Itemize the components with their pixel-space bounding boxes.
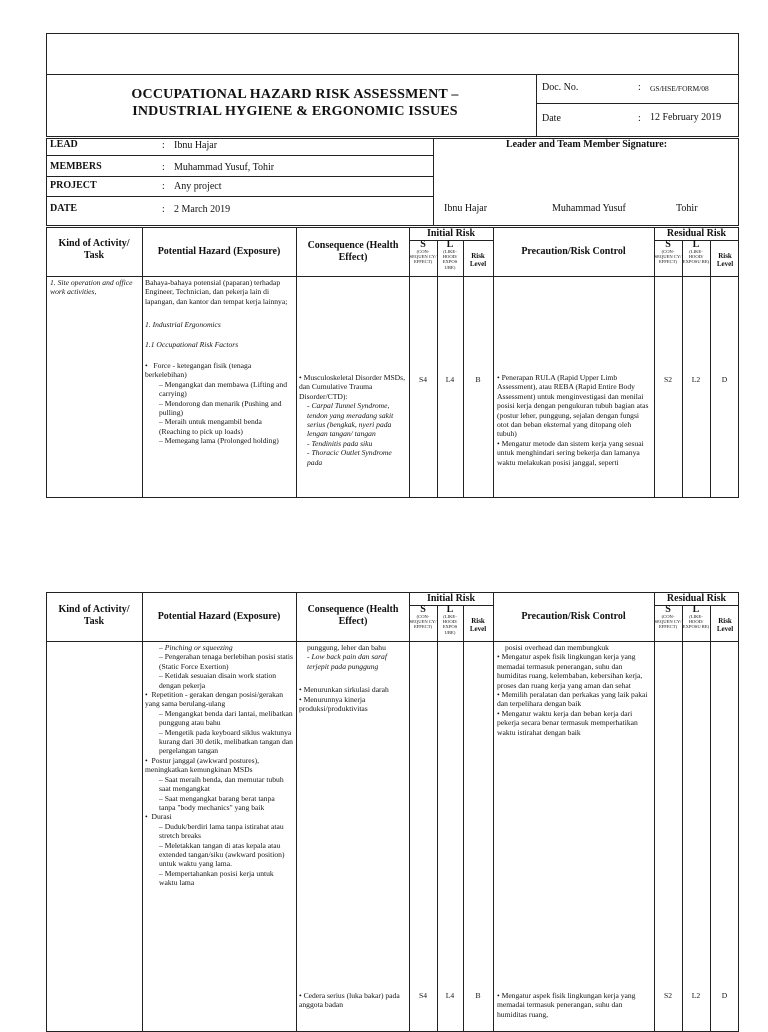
col-s-1 bbox=[409, 240, 437, 265]
hazard2-line-13: – Mempertahankan posisi kerja untuk waktu lama bbox=[159, 868, 274, 888]
col-res-s-1 bbox=[654, 240, 682, 265]
consequence-sub-3: - Thoracic Outlet Syndrome pada bbox=[307, 448, 392, 467]
res-l-letter-2: L bbox=[692, 604, 700, 615]
consequence-sub-2-text: Tendinitis pada siku bbox=[311, 438, 373, 448]
col-s-2 bbox=[409, 605, 437, 630]
col-consequence-1: Consequence (Health Effect) bbox=[307, 240, 399, 263]
s-sub: (CON-SEQUEN CY/ EFFECT) bbox=[409, 249, 437, 265]
col-activity-2: Kind of Activity/ Task bbox=[58, 604, 130, 627]
residual-s-1: S2 bbox=[663, 375, 673, 384]
residual-l-2: L2 bbox=[691, 991, 701, 1000]
hazard-sub-2: – Mendorong dan menarik (Pushing and pulling) bbox=[159, 398, 282, 418]
document-header-box bbox=[46, 33, 739, 137]
res-s-letter-2: S bbox=[665, 604, 671, 615]
hazard-force-text: Force - ketegangan fisik (tenaga berkelebihan) bbox=[145, 361, 252, 380]
initial-risk-2: B bbox=[475, 991, 481, 1000]
info-date-value: 2 March 2019 bbox=[174, 204, 231, 215]
consequence2-line-4-text: Menurunnya kinerja produksi/produktivitas bbox=[299, 694, 368, 714]
consequence2-lower-text: Cedera serius (luka bakar) pada anggota badan bbox=[299, 991, 400, 1010]
sign-name-3: Tohir bbox=[676, 203, 698, 214]
sign-name-1: Ibnu Hajar bbox=[444, 203, 488, 214]
hazard2-line-6: – Mengetik pada keyboard siklus waktunya kurang dari 30 detik, melibatkan tangan dan pergelangan tangan bbox=[159, 727, 293, 756]
hazard2-line-10: • Durasi bbox=[145, 812, 172, 822]
col-precaution-1: Precaution/Risk Control bbox=[521, 246, 626, 257]
col-residual-risk-2: Residual Risk bbox=[666, 593, 727, 604]
lead-label: LEAD bbox=[50, 139, 78, 150]
doc-no-colon: : bbox=[638, 82, 641, 93]
initial-s-1: S4 bbox=[418, 375, 428, 384]
hazard-heading-ergonomics: 1. Industrial Ergonomics bbox=[145, 320, 221, 330]
doc-no-label: Doc. No. bbox=[542, 82, 579, 93]
consequence2-line-3: • Menurunkan sirkulasi darah bbox=[299, 685, 389, 695]
hazard2-line-4: • Repetition - gerakan dengan posisi/gerakan yang sama berulang-ulang bbox=[145, 690, 284, 709]
lead-value: Ibnu Hajar bbox=[174, 140, 218, 151]
initial-s-2: S4 bbox=[418, 991, 428, 1000]
col-res-risk-level-1: Risk Level bbox=[716, 252, 734, 268]
consequence-cell-1 bbox=[299, 373, 407, 467]
residual-risk-1: D bbox=[721, 375, 728, 384]
hazard2-line-12: – Meletakkan tangan di atas kepala atau extended tangan/siku (awkward position) untuk waktu yang lama. bbox=[159, 840, 285, 869]
title-line-1: OCCUPATIONAL HAZARD RISK ASSESSMENT – bbox=[131, 87, 459, 102]
hazard2-line-10-text: Durasi bbox=[151, 812, 172, 822]
precaution-2-text: Mengatur metode dan sistem kerja yang sesuai untuk menghindari sering bekerja dan lamanya waktu melakukan posisi janggal, seperti bbox=[497, 438, 644, 467]
l-letter-2: L bbox=[446, 604, 454, 615]
l-letter: L bbox=[446, 239, 454, 250]
consequence-main-text: Musculoskeletal Disorder MSDs, dan Cumulative Trauma Disorder/CTD): bbox=[299, 373, 406, 401]
hazard2-line-2: – Pengerahan tenaga berlebihan posisi statis (Static Force Exertion) bbox=[159, 652, 293, 671]
col-res-l-1 bbox=[682, 240, 710, 265]
initial-risk-1: B bbox=[475, 375, 481, 384]
sign-name-2: Muhammad Yusuf bbox=[552, 203, 626, 214]
precaution2-line-1: posisi overhead dan membungkuk bbox=[505, 643, 609, 652]
col-l-1 bbox=[437, 240, 463, 270]
col-consequence-2: Consequence (Health Effect) bbox=[307, 604, 399, 627]
consequence2-line-2: - Low back pain dan saraf terjepit pada punggung bbox=[307, 652, 387, 671]
hazard2-line-12-text: Meletakkan tangan di atas kepala atau extended tangan/siku (awkward position) untuk waktu yang lama. bbox=[159, 840, 285, 869]
hazard-cell-1 bbox=[145, 278, 293, 446]
col-initial-risk-1: Initial Risk bbox=[426, 228, 476, 239]
info-date-colon: : bbox=[162, 204, 165, 215]
hazard2-line-9-text: Saat mengangkat barang berat tanpa tanpa "body mechanics" yang baik bbox=[159, 793, 275, 812]
res-l-sub: (LIKE-HOOD/ EXPOSU RE) bbox=[682, 249, 710, 265]
res-s-sub: (CON-SEQUEN CY/ EFFECT) bbox=[654, 249, 682, 265]
precaution-cell-1 bbox=[497, 373, 651, 467]
consequence2-line-1: punggung, leher dan bahu bbox=[307, 643, 386, 652]
residual-risk-2: D bbox=[721, 991, 728, 1000]
consequence-sub-3-text: Thoracic Outlet Syndrome pada bbox=[307, 448, 392, 467]
s-letter-2: S bbox=[420, 604, 426, 615]
initial-l-1: L4 bbox=[445, 375, 455, 384]
hazard-heading-risk-factors: 1.1 Occupational Risk Factors bbox=[145, 339, 239, 349]
hazard2-line-3-text: Ketidak sesuaian disain work station dengan pekerja bbox=[159, 671, 277, 690]
project-value: Any project bbox=[174, 181, 222, 192]
precaution-2: • Mengatur metode dan sistem kerja yang sesuai untuk menghindari sering bekerja dan lamanya waktu melakukan posisi janggal, seperti bbox=[497, 438, 644, 467]
residual-s-2: S2 bbox=[663, 991, 673, 1000]
hazard-intro: Bahaya-bahaya potensial (paparan) terhadap Engineer, Technician, dan pekerja lain di lapangan, dan kantor dan tempat kerja lainnya; bbox=[145, 278, 288, 306]
info-block bbox=[46, 138, 739, 226]
members-value: Muhammad Yusuf, Tohir bbox=[174, 162, 275, 173]
consequence-cell-2-lower: • Cedera serius (luka bakar) pada anggota badan bbox=[299, 991, 400, 1010]
doc-no-value: GS/HSE/FORM/08 bbox=[650, 84, 709, 93]
res-l-letter: L bbox=[692, 239, 700, 250]
hazard-sub-1: – Mengangkat dan membawa (Lifting and carrying) bbox=[159, 379, 288, 399]
lead-colon: : bbox=[162, 140, 165, 151]
consequence-sub-2: - Tendinitis pada siku bbox=[307, 438, 373, 448]
consequence2-line-4: • Menurunnya kinerja produksi/produktivitas bbox=[299, 694, 368, 714]
col-initial-risk-2: Initial Risk bbox=[426, 593, 476, 604]
hazard2-line-1-text: Pinching or squeezing bbox=[164, 643, 233, 652]
precaution2-line-3: • Memilih peralatan dan perkakas yang laik pakai dan terpelihara dengan baik bbox=[497, 690, 648, 709]
precaution2-line-4-text: Mengatur waktu kerja dan beban kerja dari pekerja secara benar termasuk memperhatikan waktu istirahat dengan baik bbox=[497, 708, 638, 737]
consequence2-line-2-text: Low back pain dan saraf terjepit pada punggung bbox=[307, 652, 387, 671]
precaution2-line-3-text: Memilih peralatan dan perkakas yang laik pakai dan terpelihara dengan baik bbox=[497, 690, 648, 709]
project-label: PROJECT bbox=[50, 180, 97, 191]
precaution-cell-2 bbox=[497, 643, 651, 737]
hazard2-line-7-text: Postur janggal (awkward postures), meningkatkan kemungkinan MSDs bbox=[145, 755, 260, 775]
hazard2-line-11-text: Duduk/berdiri lama tanpa istirahat atau stretch breaks bbox=[159, 821, 284, 841]
consequence-cell-2 bbox=[299, 643, 407, 713]
header-date-label: Date bbox=[542, 113, 561, 124]
l-sub-2: (LIKE-HOOD/ EXPOS URE) bbox=[442, 614, 458, 635]
precaution-1: • Penerapan RULA (Rapid Upper Limb Assessment), atau REBA (Rapid Entire Body Assessment) untuk menginvestigasi dan menilai posisi kerja dengan pengukuran tubuh bagian atas (postur leher, punggung, sejalan dengan fungsi otot dan beban eksternal yang ditopang oleh tubuh) bbox=[497, 373, 649, 439]
hazard-cell-2 bbox=[145, 643, 293, 888]
hazard2-line-5-text: Mengangkat benda dari lantai, melibatkan punggung atau bahu bbox=[159, 708, 293, 728]
hazard2-line-5: – Mengangkat benda dari lantai, melibatkan punggung atau bahu bbox=[159, 708, 293, 728]
signature-label: Leader and Team Member Signature: bbox=[505, 139, 668, 150]
col-res-risk-level-2: Risk Level bbox=[716, 617, 734, 633]
consequence-sub-1-text: Carpal Tunnel Syndrome, tendon yang meradang sakit serius (bengkak, nyeri pada lengan tangan/ tangan bbox=[307, 401, 394, 439]
hazard-sub-3-text: Meraih untuk mengambil benda (Reaching to pick up loads) bbox=[159, 417, 262, 436]
col-risk-level-1: Risk Level bbox=[469, 252, 487, 268]
s-letter: S bbox=[420, 239, 426, 250]
document-title bbox=[60, 86, 530, 120]
hazard2-line-3: – Ketidak sesuaian disain work station dengan pekerja bbox=[159, 671, 277, 690]
col-precaution-2: Precaution/Risk Control bbox=[521, 611, 626, 622]
res-l-sub-2: (LIKE-HOOD/ EXPOSU RE) bbox=[682, 614, 710, 630]
consequence-main: • Musculoskeletal Disorder MSDs, dan Cumulative Trauma Disorder/CTD): bbox=[299, 373, 406, 401]
hazard-sub-4-text: Memegang lama (Prolonged holding) bbox=[164, 436, 279, 446]
col-risk-level-2: Risk Level bbox=[469, 617, 487, 633]
col-hazard-2: Potential Hazard (Exposure) bbox=[157, 611, 281, 622]
hazard2-line-8-text: Saat meraih benda, dan memutar tubuh saat mengangkat bbox=[159, 774, 284, 794]
l-sub: (LIKE-HOOD/ EXPOS URE) bbox=[442, 249, 458, 270]
col-l-2 bbox=[437, 605, 463, 635]
precaution-cell-2-lower: • Mengatur aspek fisik lingkungan kerja yang memadai termasuk penerangan, suhu dan humiditas ruang, bbox=[497, 991, 636, 1019]
header-date-colon: : bbox=[638, 113, 641, 124]
hazard-force: • Force - ketegangan fisik (tenaga berkelebihan) bbox=[145, 361, 252, 380]
precaution-1-text: Penerapan RULA (Rapid Upper Limb Assessment), atau REBA (Rapid Entire Body Assessment) untuk menginvestigasi dan menilai posisi kerja dengan pengukuran tubuh bagian atas (postur leher, punggung, sejalan dengan fungsi otot dan beban eksternal yang ditopang oleh tubuh) bbox=[497, 373, 649, 439]
precaution2-line-4: • Mengatur waktu kerja dan beban kerja dari pekerja secara benar termasuk memperhatikan waktu istirahat dengan baik bbox=[497, 708, 638, 737]
col-res-s-2 bbox=[654, 605, 682, 630]
col-res-l-2 bbox=[682, 605, 710, 630]
res-s-letter: S bbox=[665, 239, 671, 250]
hazard-sub-4: – Memegang lama (Prolonged holding) bbox=[159, 436, 279, 446]
hazard2-line-1: – Pinching or squeezing bbox=[159, 643, 233, 652]
col-activity-1: Kind of Activity/ Task bbox=[58, 238, 130, 261]
hazard-sub-2-text: Mendorong dan menarik (Pushing and pulling) bbox=[159, 398, 282, 418]
residual-l-1: L2 bbox=[691, 375, 701, 384]
hazard-sub-3: – Meraih untuk mengambil benda (Reaching to pick up loads) bbox=[159, 417, 262, 436]
hazard2-line-4-text: Repetition - gerakan dengan posisi/gerakan yang sama berulang-ulang bbox=[145, 690, 284, 709]
hazard2-line-6-text: Mengetik pada keyboard siklus waktunya kurang dari 30 detik, melibatkan tangan dan pergelangan tangan bbox=[159, 727, 293, 756]
title-line-2: INDUSTRIAL HYGIENE & ERGONOMIC ISSUES bbox=[132, 104, 458, 119]
info-date-label: DATE bbox=[50, 203, 78, 214]
project-colon: : bbox=[162, 181, 165, 192]
res-s-sub-2: (CON-SEQUEN CY/ EFFECT) bbox=[654, 614, 682, 630]
hazard2-line-7: • Postur janggal (awkward postures), meningkatkan kemungkinan MSDs bbox=[145, 755, 260, 775]
precaution2-lower-text: Mengatur aspek fisik lingkungan kerja yang memadai termasuk penerangan, suhu dan humiditas ruang, bbox=[497, 991, 636, 1019]
hazard2-line-8: – Saat meraih benda, dan memutar tubuh saat mengangkat bbox=[159, 774, 284, 794]
consequence2-line-3-text: Menurunkan sirkulasi darah bbox=[303, 685, 389, 695]
members-colon: : bbox=[162, 162, 165, 173]
hazard-sub-1-text: Mengangkat dan membawa (Lifting and carrying) bbox=[159, 379, 288, 399]
header-date-value: 12 February 2019 bbox=[650, 112, 722, 123]
hazard2-line-11: – Duduk/berdiri lama tanpa istirahat atau stretch breaks bbox=[159, 821, 284, 841]
consequence-sub-1: - Carpal Tunnel Syndrome, tendon yang meradang sakit serius (bengkak, nyeri pada lengan tangan/ tangan bbox=[307, 401, 394, 439]
precaution2-line-2: • Mengatur aspek fisik lingkungan kerja yang memadai termasuk penerangan, suhu dan humiditas ruang, kelembaban, kebersihan kerja, proses dan ruang kerja yang aman dan sehat bbox=[497, 652, 643, 690]
hazard2-line-9: – Saat mengangkat barang berat tanpa tanpa "body mechanics" yang baik bbox=[159, 793, 275, 812]
activity-cell: 1. Site operation and office work activities, bbox=[50, 278, 133, 297]
s-sub-2: (CON-SEQUEN CY/ EFFECT) bbox=[409, 614, 437, 630]
hazard2-line-2-text: Pengerahan tenaga berlebihan posisi statis (Static Force Exertion) bbox=[159, 652, 293, 671]
precaution2-line-2-text: Mengatur aspek fisik lingkungan kerja yang memadai termasuk penerangan, suhu dan humiditas ruang, kelembaban, kebersihan kerja, proses dan ruang kerja yang aman dan sehat bbox=[497, 652, 643, 690]
members-label: MEMBERS bbox=[50, 161, 102, 172]
initial-l-2: L4 bbox=[445, 991, 455, 1000]
hazard2-line-13-text: Mempertahankan posisi kerja untuk waktu lama bbox=[159, 868, 274, 888]
col-hazard-1: Potential Hazard (Exposure) bbox=[157, 246, 281, 257]
col-residual-risk-1: Residual Risk bbox=[666, 228, 727, 239]
